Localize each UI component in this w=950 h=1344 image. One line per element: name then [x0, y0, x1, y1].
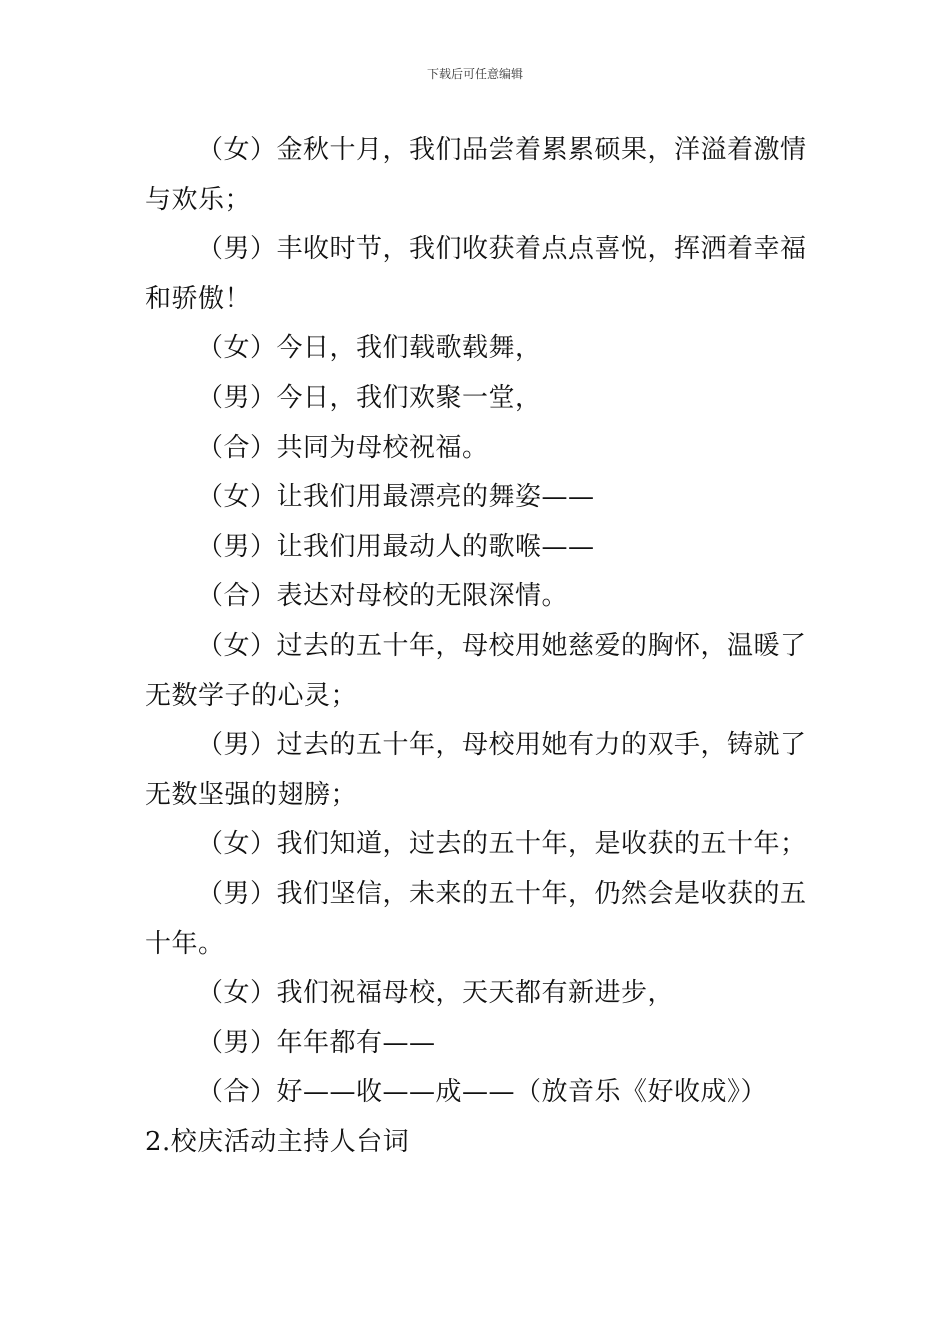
page-header: 下载后可任意编辑: [426, 67, 523, 81]
paragraph-12: （男）我们坚信，未来的五十年，仍然会是收获的五十年。: [145, 878, 807, 959]
paragraph-13: （女）我们祝福母校，天天都有新进步，: [197, 978, 675, 1009]
paragraph-7: （男）让我们用最动人的歌喉——: [197, 531, 595, 562]
paragraph-8: （合）表达对母校的无限深情。: [197, 581, 569, 612]
paragraph-1: （女）金秋十月，我们品尝着累累硕果，洋溢着激情与欢乐；: [145, 135, 807, 215]
paragraph-6: （女）让我们用最漂亮的舞姿——: [197, 482, 595, 513]
paragraph-3: （女）今日，我们载歌载舞，: [197, 333, 542, 364]
document-body: [145, 126, 810, 1167]
paragraph-11: （女）我们知道，过去的五十年，是收获的五十年；: [197, 829, 807, 860]
paragraph-10: （男）过去的五十年，母校用她有力的双手，铸就了无数坚强的翅膀；: [145, 730, 807, 810]
paragraph-9: （女）过去的五十年，母校用她慈爱的胸怀，温暖了无数学子的心灵；: [145, 630, 807, 711]
paragraph-14: （男）年年都有——: [197, 1027, 436, 1058]
section-heading: 2.校庆活动主持人台词: [145, 1126, 410, 1157]
paragraph-4: （男）今日，我们欢聚一堂，: [197, 382, 542, 413]
paragraph-2: （男）丰收时节，我们收获着点点喜悦，挥洒着幸福和骄傲！: [145, 234, 807, 314]
paragraph-15: （合）好——收——成——（放音乐《好收成》）: [197, 1077, 768, 1108]
paragraph-5: （合）共同为母校祝福。: [197, 432, 489, 463]
